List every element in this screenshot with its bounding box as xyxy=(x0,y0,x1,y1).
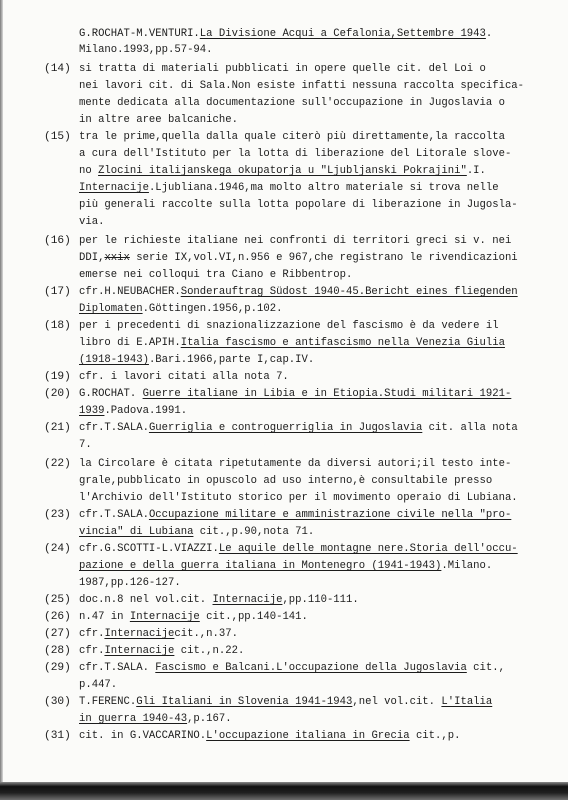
footnote-number-21: (21) xyxy=(44,422,71,434)
citation-title: in guerra 1940-43 xyxy=(79,713,188,725)
footnote-number-23: (23) xyxy=(44,509,71,521)
footnote-16-line: per le richieste italiane nei confronti di territori greci si v. nei xyxy=(79,235,512,247)
citation-title: pazione e della guerra italiana in Montenegro (1941-1943) xyxy=(79,560,442,572)
footnote-number-15: (15) xyxy=(44,131,71,143)
page-left-edge-shadow xyxy=(0,0,3,800)
footnote-29-line: cfr.T.SALA. Fascismo e Balcani.L'occupazione della Jugoslavia cit., xyxy=(79,662,505,674)
scan-bottom-edge xyxy=(0,782,568,800)
citation-title: Internacije xyxy=(104,628,175,640)
footnote-22-line: grale,pubblicato in opuscolo ad uso interno,è consultabile presso xyxy=(79,475,493,487)
footnote-23-line: vincia" di Lubiana cit.,p.90,nota 71. xyxy=(79,526,315,538)
footnote-15-line: Internacije.Ljubliana.1946,ma molto altro materiale si trova nelle xyxy=(79,182,499,194)
footnote-18-line: per i precedenti di snazionalizzazione del fascismo è da vedere il xyxy=(79,320,499,332)
citation-title: Guerriglia e controguerriglia in Jugoslavia xyxy=(148,422,423,434)
footnote-number-18: (18) xyxy=(44,320,71,332)
citation-title: (1918-1943) xyxy=(79,354,149,366)
footnote-number-30: (30) xyxy=(44,696,71,708)
footnote-22-line: l'Archivio dell'Istituto storico per il movimento operaio di Lubiana. xyxy=(79,492,518,504)
citation-title: L'occupazione italiana in Grecia xyxy=(206,730,410,742)
footnote-15-line: più generali raccolte sulla lotta popolare di liberazione in Jugosla- xyxy=(79,199,518,211)
footnote-17-line: cfr.H.NEUBACHER.Sonderauftrag Südost 1940-45.Bericht eines fliegenden xyxy=(79,286,518,298)
citation-author: G.ROCHAT-M.VENTURI. xyxy=(79,28,200,40)
footnote-number-14: (14) xyxy=(44,63,71,75)
footnote-14-line: nei lavori cit. di Sala.Non esiste infatti nessuna raccolta specifica- xyxy=(79,80,525,92)
footnote-18-line: libro di E.APIH.Italia fascismo e antifascismo nella Venezia Giulia xyxy=(79,337,505,349)
footnote-20-line: G.ROCHAT. Guerre italiane in Libia e in Etiopia.Studi militari 1921- xyxy=(79,388,512,400)
footnote-number-27: (27) xyxy=(44,628,71,640)
footnote-15-line: a cura dell'Istituto per la lotta di liberazione del Litorale slove- xyxy=(79,148,512,160)
footnote-16-line: emerse nei colloqui tra Ciano e Ribbentrop. xyxy=(79,269,353,281)
struck-out-typo: xxix xyxy=(104,252,130,264)
footnote-number-17: (17) xyxy=(44,286,71,298)
footnote-20-line: 1939.Padova.1991. xyxy=(79,405,188,417)
footnote-19-line: cfr. i lavori citati alla nota 7. xyxy=(79,371,289,383)
footnote-15-line: via. xyxy=(79,216,105,228)
citation-title: Occupazione militare e amministrazione civile nella "pro- xyxy=(148,509,512,521)
footnote-24-line: cfr.G.SCOTTI-L.VIAZZI.Le aquile delle montagne nere.Storia dell'occu- xyxy=(79,543,518,555)
citation-title: Internacije xyxy=(212,594,283,606)
citation-title: Fascismo e Balcani.L'occupazione della Jugoslavia xyxy=(155,662,467,674)
footnote-number-16: (16) xyxy=(44,235,71,247)
citation-title: Italia fascismo e antifascismo nella Venezia Giulia xyxy=(180,337,505,349)
citation-title: Internacije xyxy=(104,645,175,657)
footnote-23-line: cfr.T.SALA.Occupazione militare e amministrazione civile nella "pro- xyxy=(79,509,512,521)
footnote-24-line: 1987,pp.126-127. xyxy=(79,577,181,589)
footnote-17-line: Diplomaten.Göttingen.1956,p.102. xyxy=(79,303,283,315)
citation-title: vincia" di Lubiana xyxy=(79,526,194,538)
footnote-26-line: n.47 in Internacije cit.,pp.140-141. xyxy=(79,611,308,623)
footnote-number-29: (29) xyxy=(44,662,71,674)
citation-title: L'Italia xyxy=(441,696,493,708)
footnote-30-line: in guerra 1940-43,p.167. xyxy=(79,713,232,725)
citation-title: Internacije xyxy=(79,182,149,194)
footnote-number-26: (26) xyxy=(44,611,71,623)
footnote-18-line: (1918-1943).Bari.1966,parte I,cap.IV. xyxy=(79,354,315,366)
footnote-22-line: la Circolare è citata ripetutamente da diversi autori;il testo inte- xyxy=(79,458,512,470)
citation-title: Internacije xyxy=(129,611,200,623)
citation-title: Gli Italiani in Slovenia 1941-1943 xyxy=(136,696,353,708)
footnote-28-line: cfr.Internacije cit.,n.22. xyxy=(79,645,245,657)
footnote-29-line: p.447. xyxy=(79,679,118,691)
footnote-number-22: (22) xyxy=(44,458,71,470)
footnote-15-line: no Zlocini italijanskega okupatorja u "Ljubljanski Pokrajini".I. xyxy=(79,165,486,177)
footnote-number-24: (24) xyxy=(44,543,71,555)
footnote-30-line: T.FERENC.Gli Italiani in Slovenia 1941-1943,nel vol.cit. L'Italia xyxy=(79,696,493,708)
citation-title: Guerre italiane in Libia e in Etiopia.Studi militari 1921- xyxy=(142,388,512,400)
footnote-24-line: pazione e della guerra italiana in Montenegro (1941-1943).Milano. xyxy=(79,560,493,572)
footnote-number-20: (20) xyxy=(44,388,71,400)
footnote-21-line: 7. xyxy=(79,439,92,451)
footnote-number-31: (31) xyxy=(44,730,71,742)
footnote-16-line: DDI,xxix serie IX,vol.VI,n.956 e 967,che registrano le rivendicazioni xyxy=(79,252,518,264)
footnote-27-line: cfr.Internacijecit.,n.37. xyxy=(79,628,238,640)
citation-punct: . xyxy=(485,28,493,40)
citation-title: Sonderauftrag Südost 1940-45.Bericht eines fliegenden xyxy=(180,286,518,298)
footnote-21-line: cfr.T.SALA.Guerriglia e controguerriglia in Jugoslavia cit. alla nota xyxy=(79,422,518,434)
header-citation-line-2: Milano.1993,pp.57-94. xyxy=(79,44,213,56)
footnote-15-line: tra le prime,quella dalla quale citerò più direttamente,la raccolta xyxy=(79,131,505,143)
citation-title: 1939 xyxy=(79,405,105,417)
footnote-14-line: in altre aree balcaniche. xyxy=(79,114,238,126)
footnote-number-28: (28) xyxy=(44,645,71,657)
citation-title: La Divisione Acqui a Cefalonia,Settembre 1943 xyxy=(199,28,486,40)
citation-title: Zlocini italijanskega okupatorja u "Ljubljanski Pokrajini" xyxy=(98,165,467,177)
footnote-number-25: (25) xyxy=(44,594,71,606)
citation-title: Diplomaten xyxy=(79,303,143,315)
citation-title: Le aquile delle montagne nere.Storia dell'occu- xyxy=(218,543,518,555)
header-citation-line-1 xyxy=(79,28,492,41)
footnote-25-line: doc.n.8 nel vol.cit. Internacije,pp.110-111. xyxy=(79,594,359,606)
footnote-number-19: (19) xyxy=(44,371,71,383)
footnote-31-line: cit. in G.VACCARINO.L'occupazione italiana in Grecia cit.,p. xyxy=(79,730,461,742)
footnote-14-line: mente dedicata alla documentazione sull'occupazione in Jugoslavia o xyxy=(79,97,505,109)
footnote-14-line: si tratta di materiali pubblicati in opere quelle cit. del Loi o xyxy=(79,63,486,75)
